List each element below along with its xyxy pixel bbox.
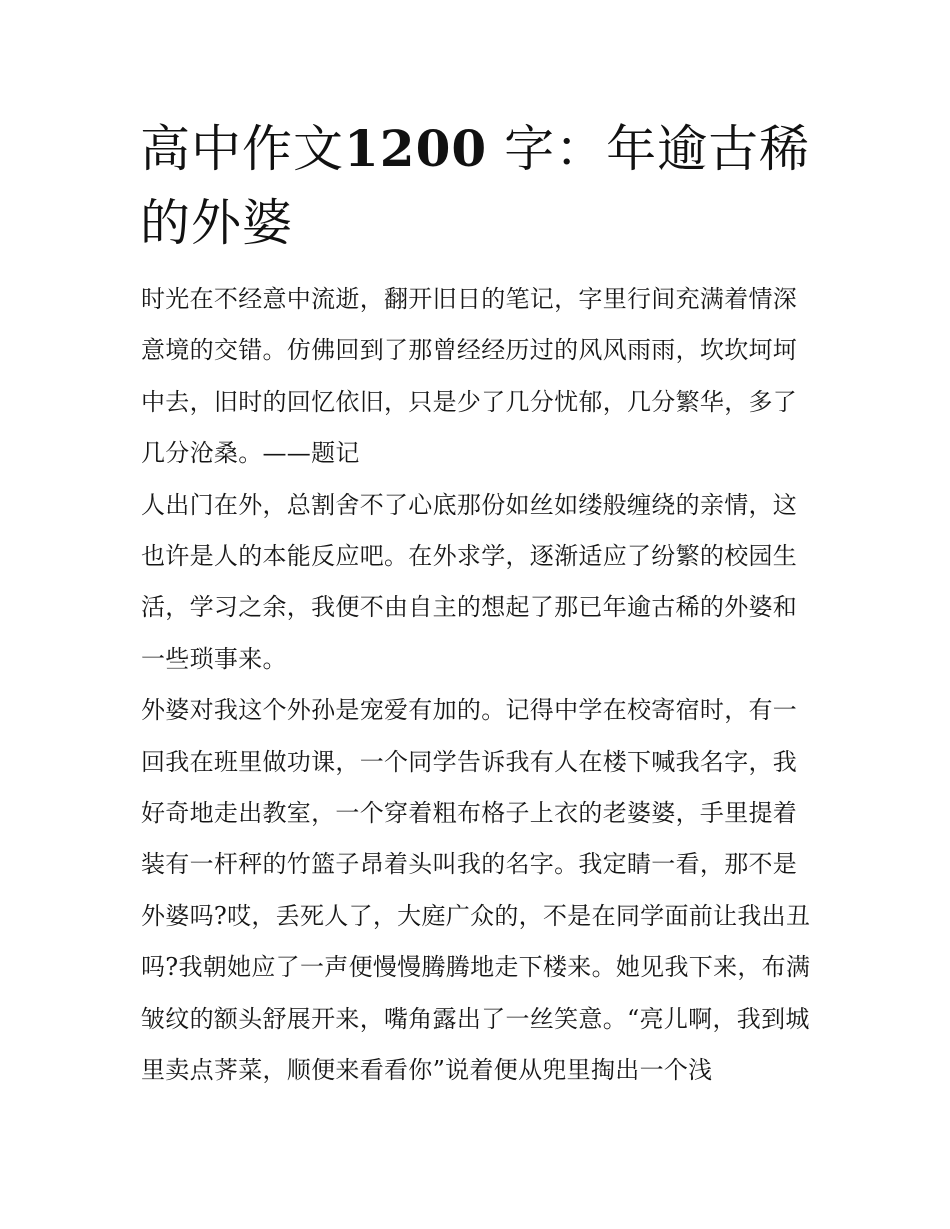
title-text-end: 字：年逾古稀的外婆 [140,120,811,252]
document-title [140,112,820,260]
document-body [141,274,817,1097]
title-text-start: 高中作文 [140,120,344,178]
paragraph-2: 人出门在外，总割舍不了心底那份如丝如缕般缠绕的亲情，这也许是人的本能反应吧。在外求学，逐渐适应了纷繁的校园生活，学习之余，我便不由自主的想起了那已年逾古稀的外婆和一些琐事来。 [141,490,798,673]
title-number: 1200 [344,119,488,178]
paragraph-3: 外婆对我这个外孙是宠爱有加的。记得中学在校寄宿时，有一回我在班里做功课，一个同学告诉我有人在楼下喊我名字，我好奇地走出教室，一个穿着粗布格子上衣的老婆婆，手里提着装有一杆秤的竹篮子昂着头叫我的名字。我定睛一看，那不是外婆吗?哎，丢死人了，大庭广众的，不是在同学面前让我出丑吗?我朝她应了一声便慢慢腾腾地走下楼来。她见我下来，布满皱纹的额头舒展开来，嘴角露出了一丝笑意。“亮儿啊，我到城里卖点荠菜，顺便来看看你”说着便从兜里掏出一个浅 [141,696,811,1085]
paragraph-epigraph: 时光在不经意中流逝，翻开旧日的笔记，字里行间充满着情深意境的交错。仿佛回到了那曾经经历过的风风雨雨，坎坎坷坷中去，旧时的回忆依旧，只是少了几分忧郁，几分繁华，多了几分沧桑。——题记 [141,285,798,468]
